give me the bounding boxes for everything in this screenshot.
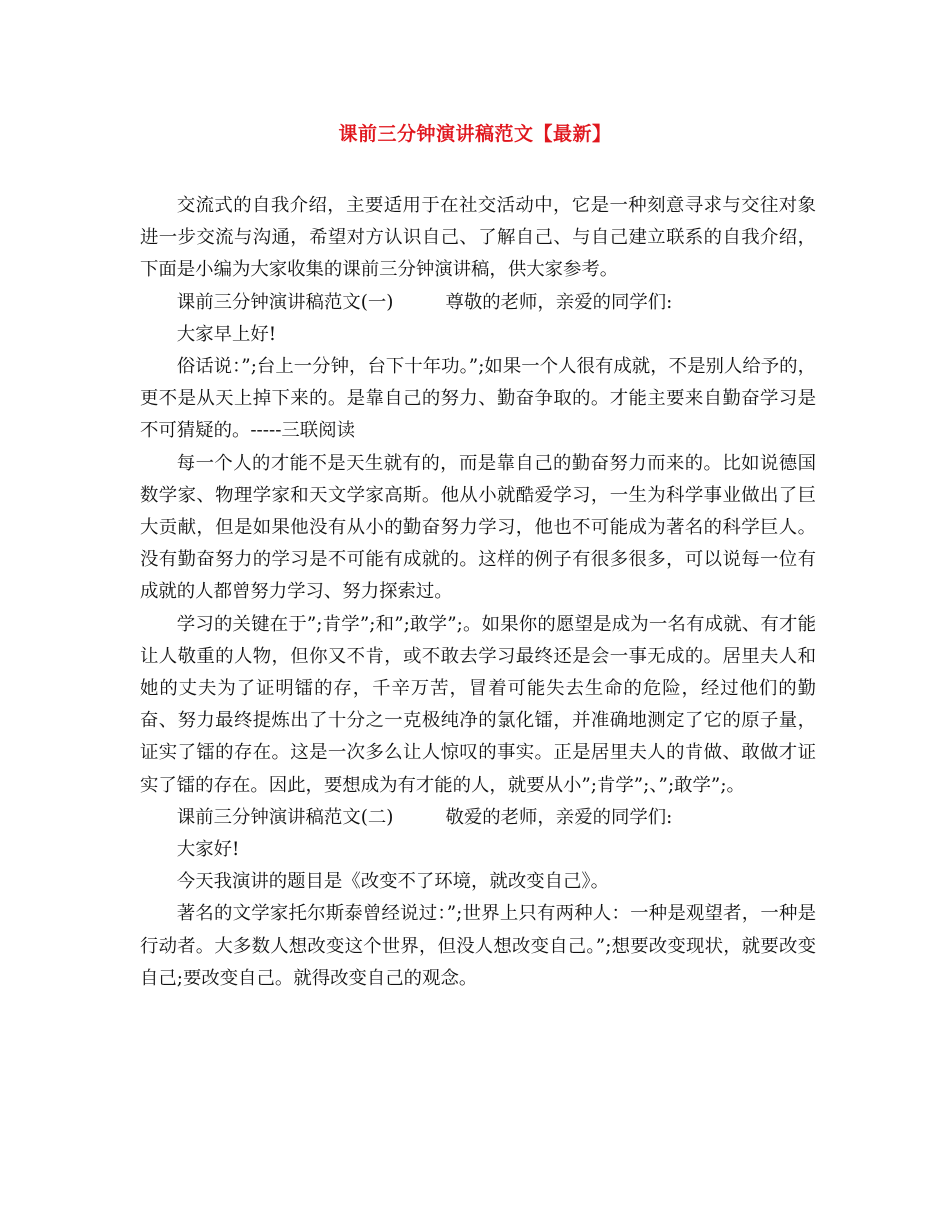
- paragraph: 每一个人的才能不是天生就有的，而是靠自己的勤奋努力而来的。比如说德国数学家、物理学家和天文学家高斯。他从小就酷爱学习，一生为科学事业做出了巨大贡献，但是如果他没有从小的勤奋努力学习，他也不可能成为著名的科学巨人。没有勤奋努力的学习是不可能有成就的。这样的例子有很多很多，可以说每一位有成就的人都曾努力学习、努力探索过。: [140, 452, 816, 603]
- section-2-greeting: 敬爱的老师，亲爱的同学们:: [445, 806, 673, 828]
- section-2-header: [140, 802, 816, 834]
- document-title: 课前三分钟演讲稿范文【最新】: [338, 123, 612, 145]
- paragraph: 俗话说：”;台上一分钟，台下十年功。”;如果一个人很有成就，不是别人给予的，更不是从天上掉下来的。是靠自己的努力、勤奋争取的。才能主要来自勤奋学习是不可猜疑的。-----三联阅读: [140, 356, 816, 442]
- paragraph: 著名的文学家托尔斯泰曾经说过：”;世界上只有两种人：一种是观望者，一种是行动者。大多数人想改变这个世界，但没人想改变自己。”;想要改变现状，就要改变自己;要改变自己。就得改变自己的观念。: [140, 903, 816, 989]
- paragraph: 大家早上好!: [176, 323, 277, 345]
- section-1-greeting: 尊敬的老师，亲爱的同学们:: [445, 291, 673, 313]
- section-1-heading: 课前三分钟演讲稿范文(一): [176, 291, 394, 313]
- section-1-header: [140, 287, 816, 319]
- section-2-heading: 课前三分钟演讲稿范文(二): [176, 806, 394, 828]
- intro-paragraph: 交流式的自我介绍，主要适用于在社交活动中，它是一种刻意寻求与交往对象进一步交流与沟通，希望对方认识自己、了解自己、与自己建立联系的自我介绍，下面是小编为大家收集的课前三分钟演讲稿，供大家参考。: [140, 195, 816, 281]
- paragraph: 今天我演讲的题目是《改变不了环境，就改变自己》。: [176, 871, 609, 893]
- document-body: [140, 190, 816, 995]
- paragraph: 学习的关键在于”;肯学”;和”;敢学”;。如果你的愿望是成为一名有成就、有才能让人敬重的人物，但你又不肯，或不敢去学习最终还是会一事无成的。居里夫人和她的丈夫为了证明镭的存，千辛万苦，冒着可能失去生命的危险，经过他们的勤奋、努力最终提炼出了十分之一克极纯净的氯化镭，并准确地测定了它的原子量，证实了镭的存在。这是一次多么让人惊叹的事实。正是居里夫人的肯做、敢做才证实了镭的存在。因此，要想成为有才能的人，就要从小”;肯学”;、”;敢学”;。: [140, 613, 816, 796]
- paragraph: 大家好!: [176, 839, 240, 861]
